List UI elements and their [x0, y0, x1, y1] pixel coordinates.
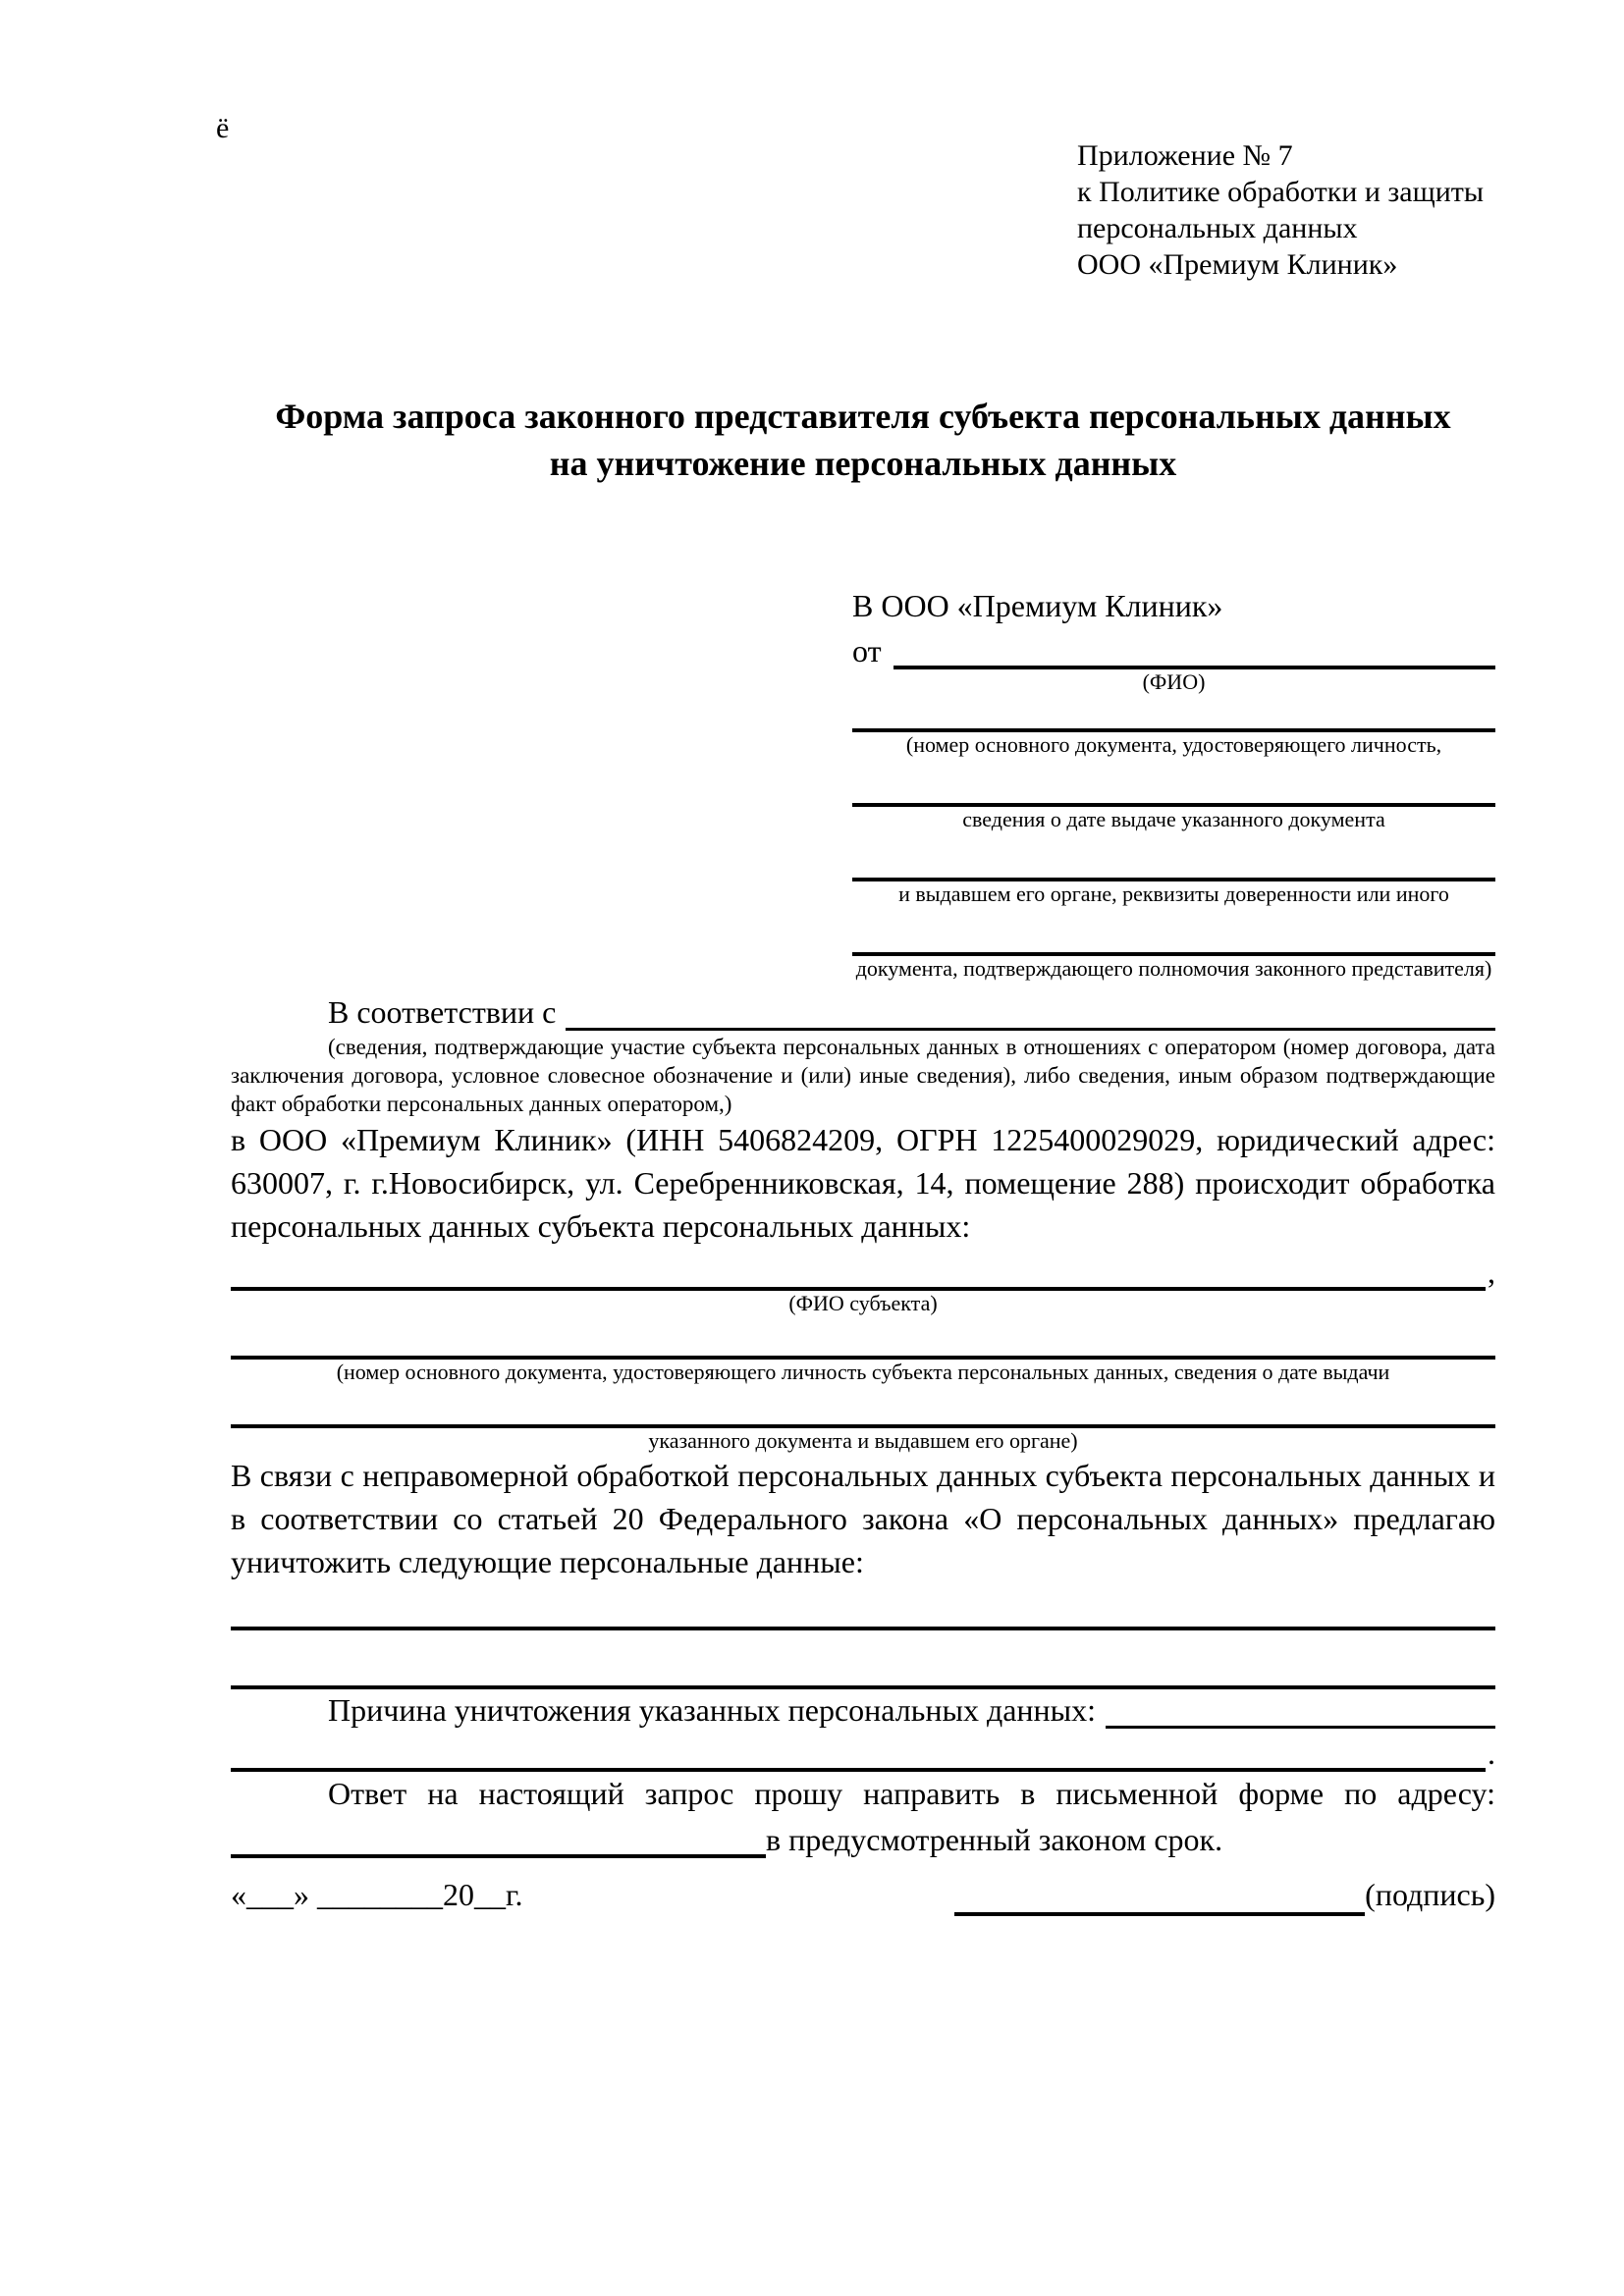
document-body [231, 991, 1495, 1858]
fio-caption: (ФИО) [1142, 669, 1206, 694]
reason-row [231, 1689, 1495, 1729]
data-to-destroy-fill-in-line-1 [231, 1583, 1495, 1630]
subject-fio-row [231, 1248, 1495, 1291]
reason-lead: Причина уничтожения указанных персональных данных: [328, 1692, 1097, 1728]
signature-caption: (подпись) [1365, 1877, 1495, 1912]
stray-character: ё [216, 112, 230, 144]
representative-doc-caption-3: и выдавшем его органе, реквизиты доверенности или иного [898, 881, 1449, 906]
subject-fio-caption: (ФИО субъекта) [788, 1291, 938, 1315]
reply-tail-text: в предусмотренный законом срок. [766, 1822, 1223, 1857]
subject-doc-fill-in-line-1 [231, 1316, 1495, 1360]
subject-doc-caption-1: (номер основного документа, удостоверяющего личность субъекта персональных данных, сведения о дате выдачи [336, 1360, 1390, 1384]
signature-fill-in-line [954, 1873, 1365, 1916]
document-title-line-1: Форма запроса законного представителя субъекта персональных данных [275, 397, 1451, 436]
organization-name-line: ООО «Премиум Клиник» [1077, 248, 1398, 281]
data-to-destroy-fill-in-line-2 [231, 1642, 1495, 1689]
from-row [852, 627, 1495, 669]
date-blank: «___» ________20__г. [231, 1877, 523, 1912]
representative-doc-caption-1: (номер основного документа, удостоверяющего личность, [905, 732, 1442, 757]
trailing-comma: , [1488, 1255, 1495, 1290]
operator-paragraph: в ООО «Премиум Клиник» (ИНН 5406824209, ОГРН 1225400029029, юридический адрес: 630007, г. г.Новосибирск, ул. Серебренниковская, 14, помещение 288) происходит обработка персональных данных субъекта персональных данных: [231, 1122, 1495, 1244]
representative-doc-fill-in-line-3 [852, 832, 1495, 881]
subject-doc-caption-2: указанного документа и выдавшем его органе) [648, 1428, 1078, 1453]
representative-doc-fill-in-line-4 [852, 907, 1495, 956]
document-title [231, 393, 1495, 487]
accordance-row [231, 991, 1495, 1031]
reply-paragraph: Ответ на настоящий запрос прошу направить в письменной форме по адресу: [328, 1776, 1495, 1811]
appendix-number-line: Приложение № 7 [1077, 139, 1293, 172]
representative-doc-fill-in-line-1 [852, 695, 1495, 732]
representative-doc-caption-4: документа, подтверждающего полномочия законного представителя) [855, 956, 1492, 981]
signature-group [954, 1873, 1495, 1916]
appendix-header [1077, 137, 1484, 283]
addressee-block [852, 585, 1495, 982]
representative-doc-caption-2: сведения о дате выдаче указанного документа [962, 807, 1385, 831]
reply-address-row [231, 1815, 1495, 1858]
from-label: от [852, 633, 882, 668]
policy-reference-line-2: персональных данных [1077, 212, 1358, 244]
document-title-line-2: на уничтожение персональных данных [549, 444, 1177, 483]
reason-fill-in-line-1 [1106, 1726, 1495, 1729]
reply-address-fill-in-line [231, 1815, 766, 1858]
date-signature-row [231, 1873, 1495, 1916]
accordance-lead: В соответствии с [328, 994, 557, 1030]
trailing-period: . [1488, 1735, 1495, 1771]
subject-doc-fill-in-line-2 [231, 1385, 1495, 1428]
unlawful-processing-paragraph: В связи с неправомерной обработкой персональных данных субъекта персональных данных и в соответствии со статьей 20 Федерального закона «О персональных данных» предлагаю уничтожить следующие персональные данные: [231, 1458, 1495, 1579]
accordance-note: (сведения, подтверждающие участие субъекта персональных данных в отношениях с оператором (номер договора, дата заключения договора, условное словесное обозначение и (или) иные сведения), либо сведения, иным образом подтверждающие факт обработки персональных данных оператором,) [231, 1035, 1495, 1116]
addressee-organization: В ООО «Премиум Клиник» [852, 588, 1223, 623]
policy-reference-line-1: к Политике обработки и защиты [1077, 176, 1485, 208]
representative-doc-fill-in-line-2 [852, 758, 1495, 807]
reason-continuation-row [231, 1729, 1495, 1772]
accordance-fill-in-line [566, 1028, 1495, 1031]
